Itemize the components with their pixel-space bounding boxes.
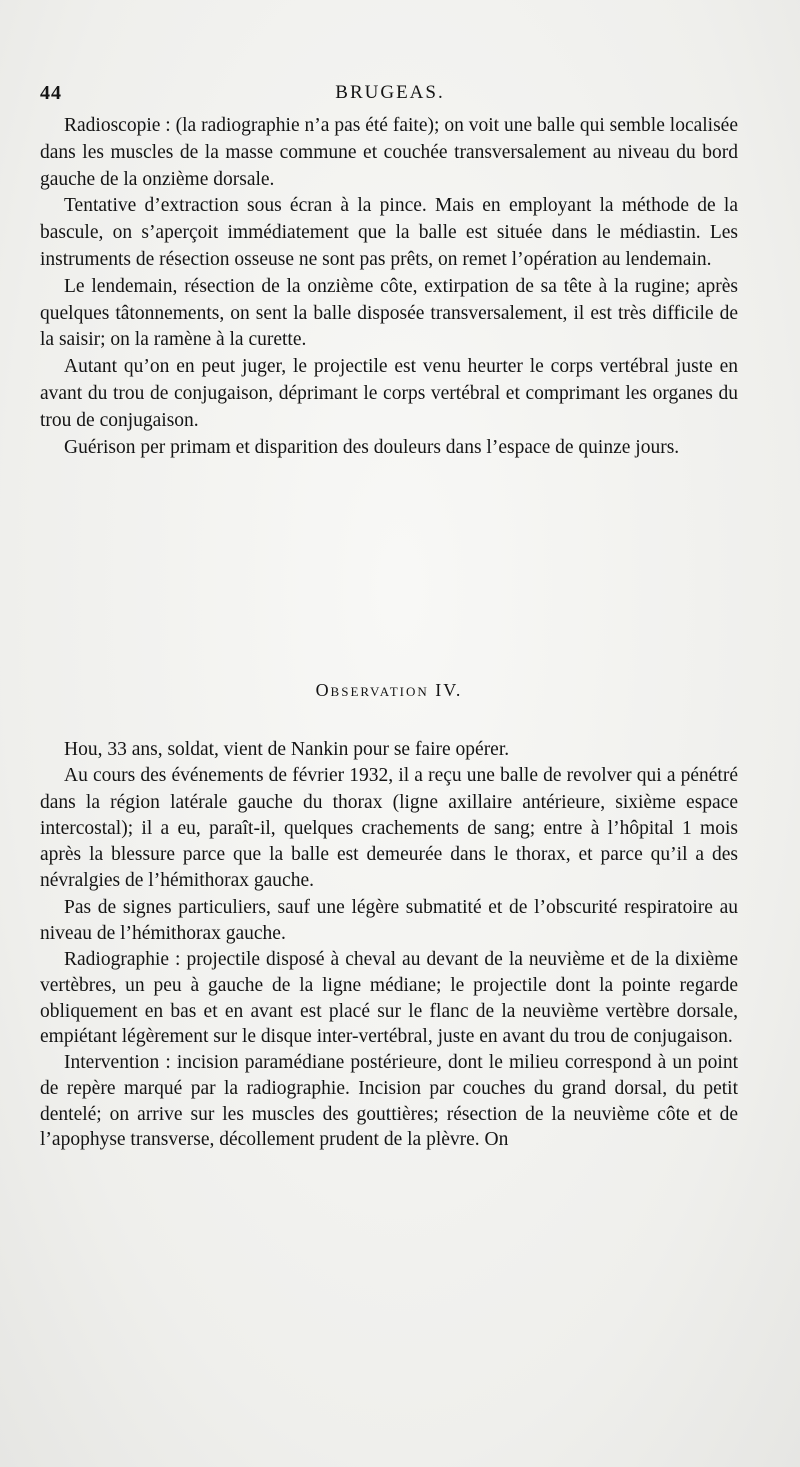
observation-heading: Observation IV. xyxy=(315,680,463,700)
paragraph: Hou, 33 ans, soldat, vient de Nankin pour se faire opérer. xyxy=(64,739,510,760)
body-text-section-one xyxy=(40,113,738,461)
paragraph: Autant qu’on en peut juger, le projectile est venu heurter le corps vertébral juste en avant du trou de conjugaison, déprimant le corps vertébral et comprimant les organes du trou de conjugaison. xyxy=(40,356,738,431)
paragraph: Tentative d’extraction sous écran à la pince. Mais en employant la méthode de la bascule, on s’aperçoit immédiatement que la balle est située dans le médiastin. Les instruments de résection osseuse ne sont pas prêts, on remet l’opération au lendemain. xyxy=(40,195,738,270)
page-header xyxy=(40,82,740,112)
paragraph: Intervention : incision paramédiane postérieure, dont le milieu correspond à un point de repère marqué par la radiographie. Incision par couches du grand dorsal, du petit dentelé; on arrive sur les muscles des gouttières; résection de la neuvième côte et de l’apophyse transverse, décollement prudent de la plèvre. On xyxy=(40,1052,738,1151)
paragraph: Le lendemain, résection de la onzième côte, extirpation de sa tête à la rugine; après quelques tâtonnements, on sent la balle disposée transversalement, il est très difficile de la saisir; on la ramène à la curette. xyxy=(40,275,738,351)
running-head: BRUGEAS. xyxy=(335,82,445,103)
paragraph: Pas de signes particuliers, sauf une légère submatité et de l’obscurité respiratoire au niveau de l’hémithorax gauche. xyxy=(40,896,738,945)
paragraph: Radioscopie : (la radiographie n’a pas été faite); on voit une balle qui semble localisée dans les muscles de la masse commune et couchée transversalement au niveau du bord gauche de la onzième dorsale. xyxy=(40,115,738,190)
paragraph: Radiographie : projectile disposé à cheval au devant de la neuvième et de la dixième vertèbres, un peu à gauche de la ligne médiane; le projectile dont la pointe regarde obliquement en bas et en avant est placé sur le flanc de la neuvième vertèbre dorsale, empiétant légèrement sur le disque inter-vertébral, juste en avant du trou de conjugaison. xyxy=(40,949,738,1048)
paragraph: Guérison per primam et disparition des douleurs dans l’espace de quinze jours. xyxy=(64,436,680,458)
paragraph: Au cours des événements de février 1932, il a reçu une balle de revolver qui a pénétré dans la région latérale gauche du thorax (ligne axillaire antérieure, sixième espace intercostal); il a eu, paraît-il, quelques crachements de sang; entre à l’hôpital 1 mois après la blessure parce que la balle est demeurée dans le thorax, et parce qu’il a des névralgies de l’hémithorax gauche. xyxy=(40,765,738,892)
page-number: 44 xyxy=(40,82,62,104)
body-text-section-two xyxy=(40,737,738,1153)
